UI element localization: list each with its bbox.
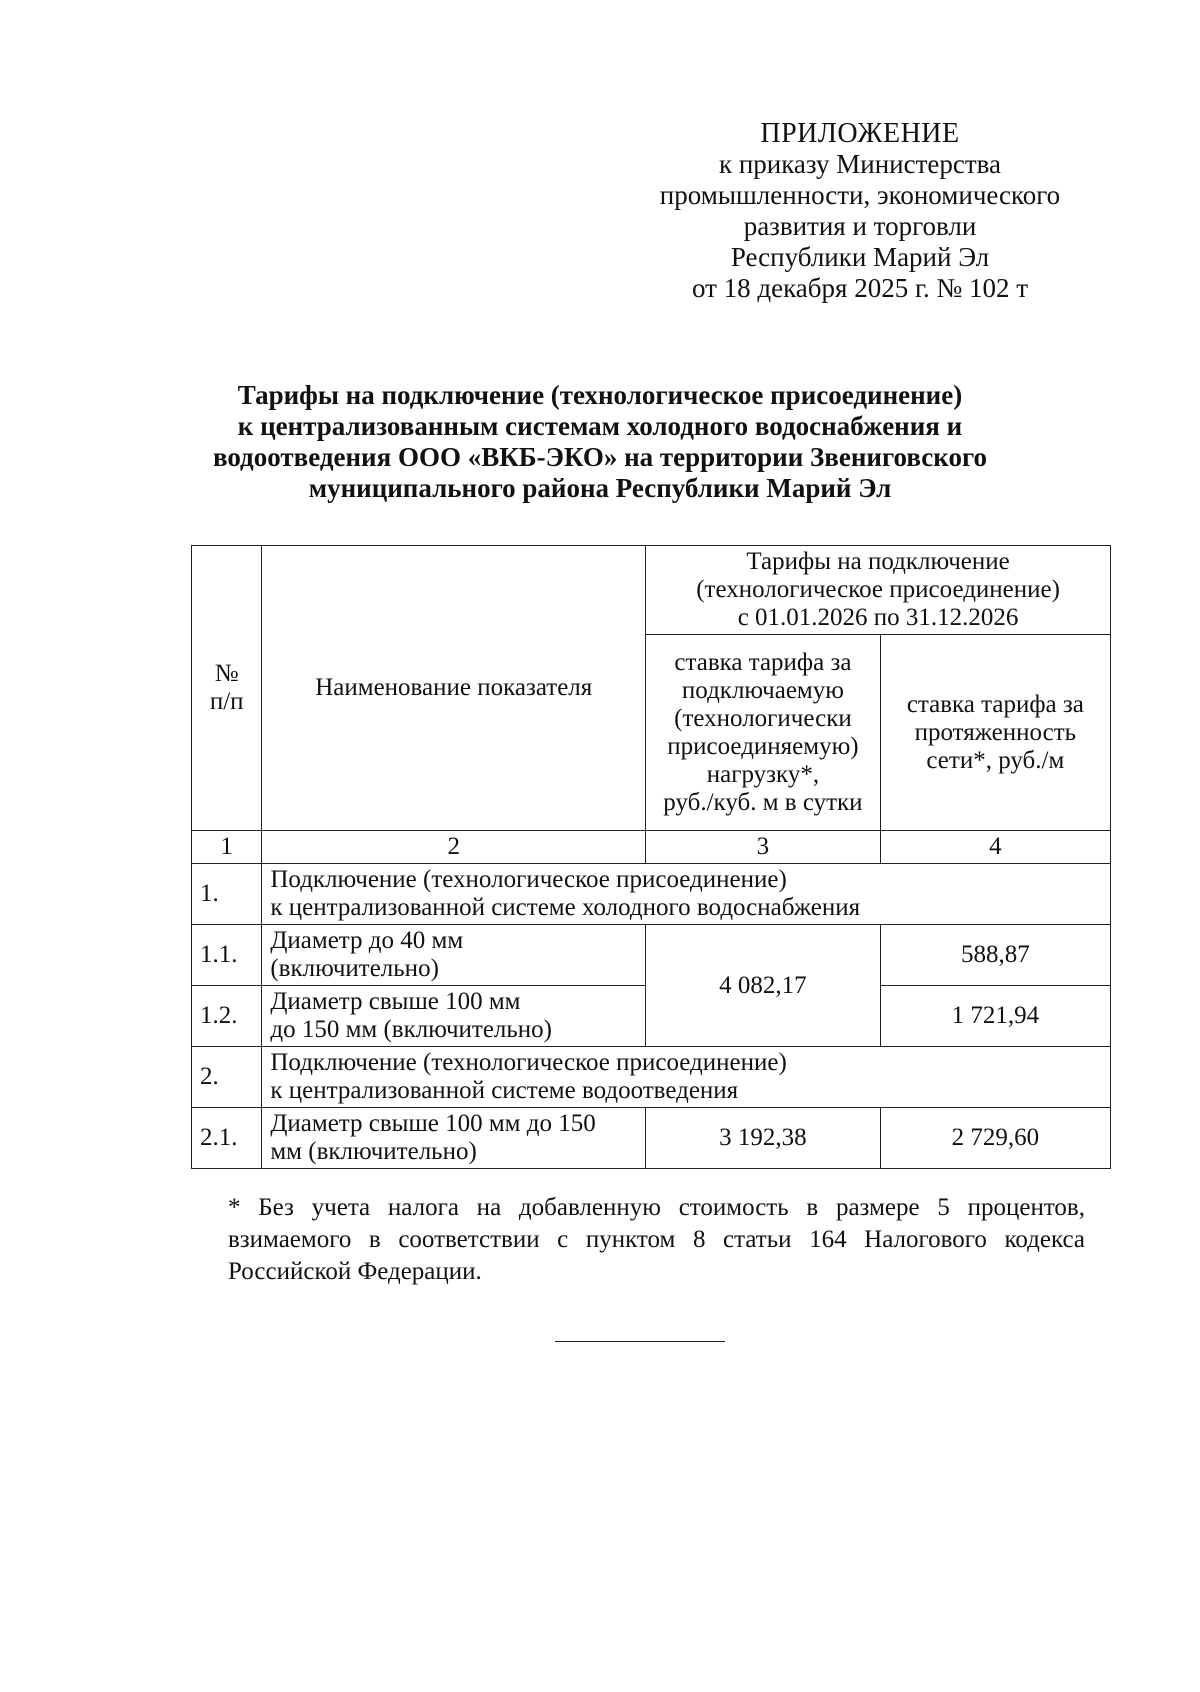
header-rate-network [880,635,1110,831]
appendix-line: Республики Марий Эл [730,242,990,272]
row-num: 2.1. [192,1108,262,1169]
row-num: 2. [192,1047,262,1108]
rate-load-value: 4 082,17 [646,925,881,1047]
section-title-line: Подключение (технологическое присоединение) [270,1049,787,1076]
section-title-line: Подключение (технологическое присоединение) [270,866,787,893]
row-name [262,1108,646,1169]
row-name [262,986,646,1047]
row-num: 1.2. [192,986,262,1047]
appendix-line: от 18 декабря 2025 г. № 102 т [691,273,1029,303]
row-name-line: Диаметр свыше 100 мм до 150 [270,1110,596,1137]
title-line: к централизованным системам холодного водоснабжения и [237,411,963,441]
table-row-section-1 [192,864,1111,925]
row-name [262,925,646,986]
header-rate-load-line: нагрузку*, [706,760,820,788]
row-name-line: (включительно) [270,955,439,982]
header-num-line: № [214,660,239,687]
column-numbers-row [192,831,1111,864]
section-title-line: к централизованной системе холодного водоснабжения [270,894,861,921]
title-line: Тарифы на подключение (технологическое присоединение) [237,380,963,410]
header-group-line: Тарифы на подключение [746,548,1010,575]
rate-load-value: 3 192,38 [646,1108,881,1169]
document-title [150,380,1050,504]
header-rate-load [646,635,881,831]
header-num-line: п/п [209,688,244,715]
row-num: 1.1. [192,925,262,986]
column-number: 1 [192,831,262,864]
table-row-section-2 [192,1047,1111,1108]
appendix-line: промышленности, экономического [659,180,1061,210]
appendix-line: к приказу Министерства [718,149,1002,179]
table-header-row [192,546,1111,635]
header-group [646,546,1111,635]
header-rate-network-line: сети*, руб./м [926,746,1065,774]
header-rate-load-line: подключаемую [681,676,844,704]
rate-network-value: 1 721,94 [880,986,1110,1047]
header-name: Наименование показателя [262,546,646,831]
header-group-line: с 01.01.2026 по 31.12.2026 [737,604,1019,631]
header-rate-load-line: присоединяемую) [667,732,859,760]
appendix-line: развития и торговли [743,211,977,241]
row-name-line: до 150 мм (включительно) [270,1016,552,1043]
appendix-heading: ПРИЛОЖЕНИЕ [760,118,960,149]
column-number: 2 [262,831,646,864]
header-rate-load-line: ставка тарифа за [674,648,852,676]
rate-network-value: 2 729,60 [880,1108,1110,1169]
title-line: муниципального района Республики Марий Эл [308,473,892,503]
appendix-block [600,118,1120,304]
section-title [262,1047,1111,1108]
table-row-1-1 [192,925,1111,986]
header-rate-network-line: ставка тарифа за [906,690,1084,718]
header-num [192,546,262,831]
table-row-2-1 [192,1108,1111,1169]
section-title-line: к централизованной системе водоотведения [270,1077,739,1104]
header-rate-load-line: руб./куб. м в сутки [663,788,863,816]
header-rate-load-line: (технологически [674,704,852,732]
section-title [262,864,1111,925]
title-line: водоотведения ООО «ВКБ-ЭКО» на территории Звениговского [212,442,988,472]
row-name-line: мм (включительно) [270,1138,477,1165]
closing-rule [555,1341,725,1342]
column-number: 3 [646,831,881,864]
rate-network-value: 588,87 [880,925,1110,986]
tariffs-table [191,545,1111,1169]
header-group-line: (технологическое присоединение) [696,576,1060,603]
column-number: 4 [880,831,1110,864]
row-name-line: Диаметр до 40 мм [270,927,464,954]
header-rate-network-line: протяженность [914,718,1077,746]
row-num: 1. [192,864,262,925]
footnote: * Без учета налога на добавленную стоимость в размере 5 процентов, взимаемого в соответствии с пунктом 8 статьи 164 Налогового кодекса Российской Федерации. [228,1194,1085,1285]
row-name-line: Диаметр свыше 100 мм [270,988,521,1015]
